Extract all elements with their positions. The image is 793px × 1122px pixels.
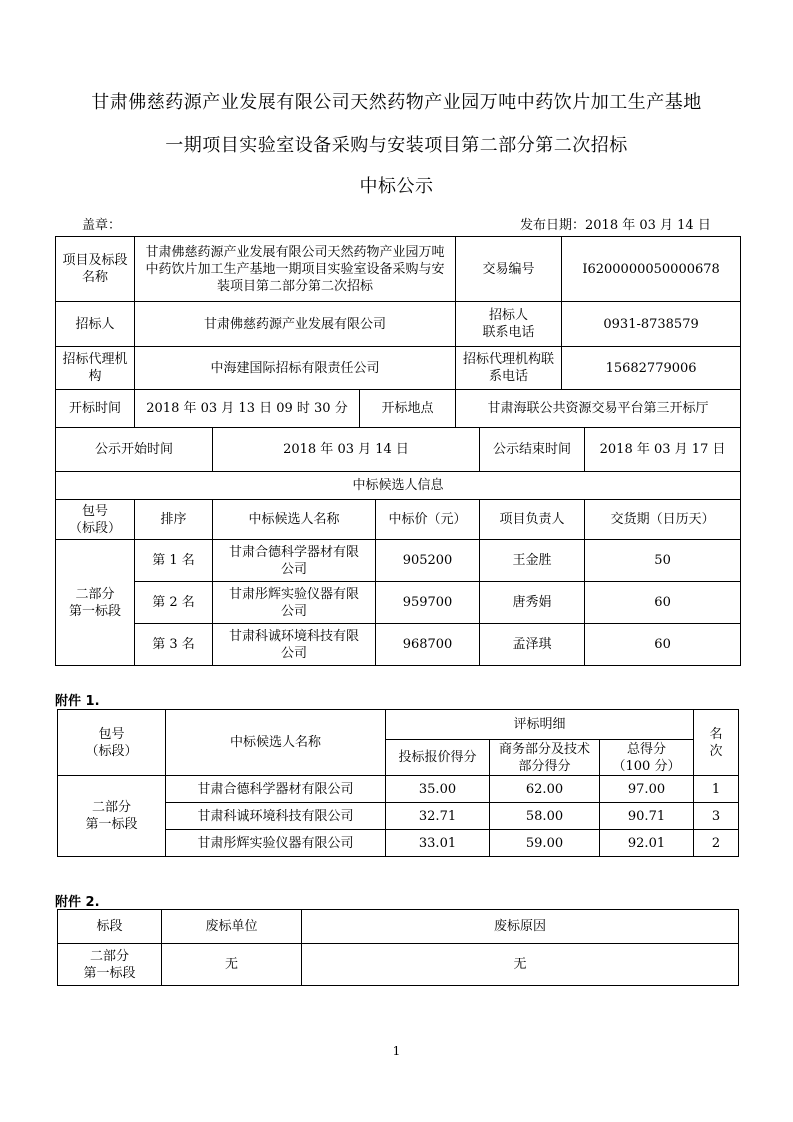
- candidate-name: 甘肃彤辉实验仪器有限公司: [213, 582, 376, 624]
- candidate-name: 甘肃合德科学器材有限公司: [213, 540, 376, 582]
- candidate-section-title: 中标候选人信息: [56, 472, 741, 500]
- att1-total: 90.71: [600, 803, 694, 830]
- attachment-1-table: [57, 709, 739, 857]
- table-row: [56, 624, 741, 666]
- att1-price-score: 32.71: [386, 803, 490, 830]
- att2-header-unit: 废标单位: [162, 910, 302, 944]
- att1-rank: 1: [694, 776, 739, 803]
- main-info-table: [55, 236, 741, 666]
- agency-phone-label: 招标代理机构联系电话: [456, 347, 562, 390]
- tenderer-phone-label: 招标人 联系电话: [456, 302, 562, 347]
- table-row: [56, 540, 741, 582]
- att2-unit: 无: [162, 944, 302, 986]
- tenderer-value: 甘肃佛慈药源产业发展有限公司: [135, 302, 456, 347]
- candidate-manager: 王金胜: [480, 540, 585, 582]
- att1-business-score: 62.00: [490, 776, 600, 803]
- table-row: [58, 776, 739, 803]
- open-time-value: 2018 年 03 月 13 日 09 时 30 分: [135, 390, 360, 428]
- attachment-2-label: 附件 2.: [55, 895, 100, 910]
- candidate-rank: 第 3 名: [135, 624, 213, 666]
- stamp-label: 盖章：: [82, 218, 122, 233]
- att1-name: 甘肃科诚环境科技有限公司: [166, 803, 386, 830]
- att2-header-reason: 废标原因: [302, 910, 739, 944]
- att1-header-name: 中标候选人名称: [166, 710, 386, 776]
- attachment-1-label: 附件 1.: [55, 694, 100, 709]
- project-label: 项目及标段名称: [56, 237, 135, 302]
- page-number: 1: [392, 1044, 401, 1058]
- att1-rank: 3: [694, 803, 739, 830]
- agency-value: 中海建国际招标有限责任公司: [135, 347, 456, 390]
- att1-header-price-score: 投标报价得分: [386, 740, 490, 776]
- att2-lot: 二部分 第一标段: [58, 944, 162, 986]
- att1-header-business-score: 商务部分及技术部分得分: [490, 740, 600, 776]
- candidate-rank: 第 1 名: [135, 540, 213, 582]
- att2-reason: 无: [302, 944, 739, 986]
- candidate-rank: 第 2 名: [135, 582, 213, 624]
- candidate-manager: 孟泽琪: [480, 624, 585, 666]
- att1-total: 92.01: [600, 830, 694, 857]
- open-place-label: 开标地点: [360, 390, 456, 428]
- col-header-delivery: 交货期（日历天）: [585, 500, 741, 540]
- att1-header-detail: 评标明细: [386, 710, 694, 740]
- publish-date: 发布日期：2018 年 03 月 14 日: [520, 218, 711, 233]
- att1-price-score: 33.01: [386, 830, 490, 857]
- open-time-label: 开标时间: [56, 390, 135, 428]
- table-row: [58, 944, 739, 986]
- notice-start-label: 公示开始时间: [56, 428, 213, 472]
- att1-business-score: 59.00: [490, 830, 600, 857]
- att1-business-score: 58.00: [490, 803, 600, 830]
- agency-phone-value: 15682779006: [562, 347, 741, 390]
- attachment-2-table: [57, 909, 739, 986]
- notice-start-value: 2018 年 03 月 14 日: [213, 428, 480, 472]
- att1-header-total: 总得分 （100 分）: [600, 740, 694, 776]
- title-line-3: 中标公示: [359, 176, 434, 197]
- candidate-price: 968700: [376, 624, 480, 666]
- candidate-delivery: 50: [585, 540, 741, 582]
- candidate-lot: 二部分 第一标段: [56, 540, 135, 666]
- col-header-manager: 项目负责人: [480, 500, 585, 540]
- att1-total: 97.00: [600, 776, 694, 803]
- att1-name: 甘肃合德科学器材有限公司: [166, 776, 386, 803]
- candidate-name: 甘肃科诚环境科技有限公司: [213, 624, 376, 666]
- att2-header-lot: 标段: [58, 910, 162, 944]
- att1-name: 甘肃彤辉实验仪器有限公司: [166, 830, 386, 857]
- title-line-1: 甘肃佛慈药源产业发展有限公司天然药物产业园万吨中药饮片加工生产基地: [91, 92, 702, 113]
- candidate-delivery: 60: [585, 624, 741, 666]
- table-row: [56, 582, 741, 624]
- att1-header-lot: 包号 （标段）: [58, 710, 166, 776]
- project-value: 甘肃佛慈药源产业发展有限公司天然药物产业园万吨中药饮片加工生产基地一期项目实验室设备采购与安装项目第二部分第二次招标: [135, 237, 456, 302]
- col-header-rank: 排序: [135, 500, 213, 540]
- candidate-manager: 唐秀娟: [480, 582, 585, 624]
- col-header-price: 中标价（元）: [376, 500, 480, 540]
- candidate-delivery: 60: [585, 582, 741, 624]
- att1-lot: 二部分 第一标段: [58, 776, 166, 857]
- att1-rank: 2: [694, 830, 739, 857]
- open-place-value: 甘肃海联公共资源交易平台第三开标厅: [456, 390, 741, 428]
- col-header-lot: 包号 （标段）: [56, 500, 135, 540]
- tenderer-label: 招标人: [56, 302, 135, 347]
- notice-end-value: 2018 年 03 月 17 日: [585, 428, 741, 472]
- trade-no-value: I6200000050000678: [562, 237, 741, 302]
- tenderer-phone-value: 0931-8738579: [562, 302, 741, 347]
- agency-label: 招标代理机构: [56, 347, 135, 390]
- att1-price-score: 35.00: [386, 776, 490, 803]
- trade-no-label: 交易编号: [456, 237, 562, 302]
- candidate-price: 905200: [376, 540, 480, 582]
- notice-end-label: 公示结束时间: [480, 428, 585, 472]
- col-header-candidate: 中标候选人名称: [213, 500, 376, 540]
- att1-header-rank: 名 次: [694, 710, 739, 776]
- title-line-2: 一期项目实验室设备采购与安装项目第二部分第二次招标: [165, 135, 628, 156]
- candidate-price: 959700: [376, 582, 480, 624]
